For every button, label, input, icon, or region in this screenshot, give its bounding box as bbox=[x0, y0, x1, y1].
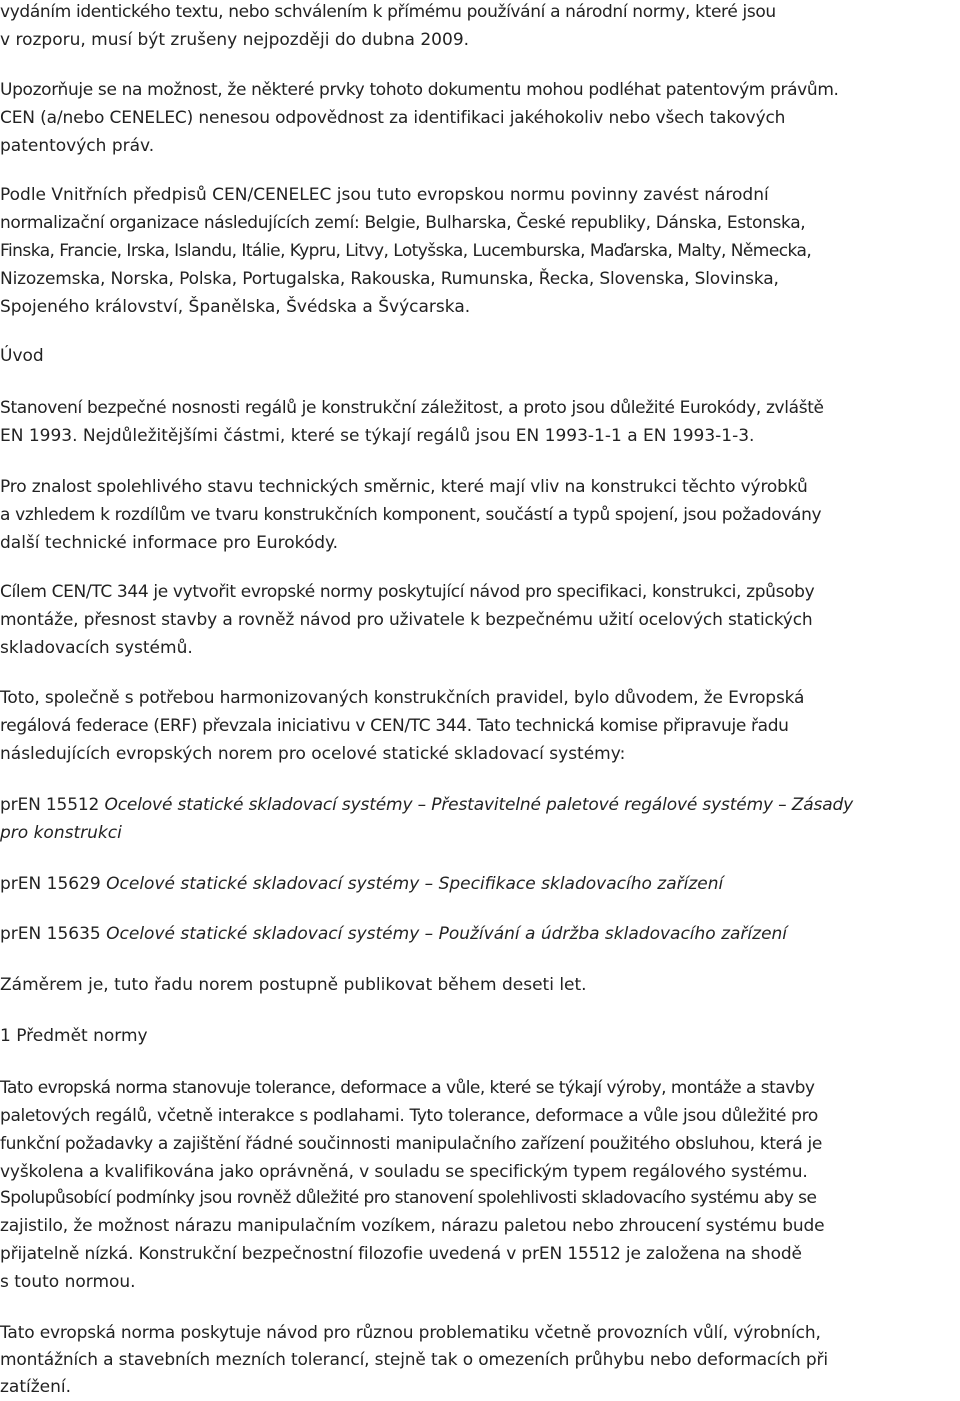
text-line: regálová federace (ERF) převzala iniciativu v CEN/TC 344. Tato technická komise připravuje řadu bbox=[0, 716, 789, 736]
text-line: EN 1993. Nejdůležitějšími částmi, které se týkají regálů jsou EN 1993-1-1 a EN 1993-1-3. bbox=[0, 426, 755, 446]
text-line: normalizační organizace následujících zemí: Belgie, Bulharska, České republiky, Dánska, Estonska, bbox=[0, 213, 806, 233]
standard-code: prEN 15629 bbox=[0, 874, 101, 894]
text-line: Finska, Francie, Irska, Islandu, Itálie, Kypru, Litvy, Lotyšska, Lucemburska, Maďarska, Malty, Německa, bbox=[0, 241, 812, 261]
text-line: patentových práv. bbox=[0, 136, 155, 156]
text-line: Toto, společně s potřebou harmonizovaných konstrukčních pravidel, bylo důvodem, že Evropská bbox=[0, 688, 805, 708]
text-line: Cílem CEN/TC 344 je vytvořit evropské normy poskytující návod pro specifikaci, konstrukci, způsoby bbox=[0, 582, 815, 602]
text-line: vydáním identického textu, nebo schválením k přímému používání a národní normy, které jsou bbox=[0, 2, 776, 22]
text-line: CEN (a/nebo CENELEC) nenesou odpovědnost za identifikaci jakéhokoliv nebo všech takových bbox=[0, 108, 786, 128]
text-line bbox=[0, 791, 853, 819]
text-line: skladovacích systémů. bbox=[0, 638, 193, 658]
standard-code: prEN 15635 bbox=[0, 924, 101, 944]
text-line: v rozporu, musí být zrušeny nejpozději do dubna 2009. bbox=[0, 30, 470, 50]
text-line: a vzhledem k rozdílům ve tvaru konstrukčních komponent, součástí a typů spojení, jsou požadovány bbox=[0, 505, 822, 525]
standard-title: Ocelové statické skladovací systémy – Používání a údržba skladovacího zařízení bbox=[106, 924, 788, 944]
text-line: následujících evropských norem pro ocelové statické skladovací systémy: bbox=[0, 744, 626, 764]
text-line: montážních a stavebních mezních tolerancí, stejně tak o omezeních průhybu nebo deformacích při bbox=[0, 1350, 828, 1370]
standard-title-continued: pro konstrukci bbox=[0, 823, 122, 843]
text-line: zajistilo, že možnost nárazu manipulačním vozíkem, nárazu paletou nebo zhroucení systému bude bbox=[0, 1216, 825, 1236]
paragraph-publication-intent: Záměrem je, tuto řadu norem postupně publikovat během deseti let. bbox=[0, 975, 587, 995]
text-line: vyškolena a kvalifikována jako oprávněná, v souladu se specifickým typem regálového systému. bbox=[0, 1162, 808, 1182]
text-line: další technické informace pro Eurokódy. bbox=[0, 533, 339, 553]
text-line: paletových regálů, včetně interakce s podlahami. Tyto tolerance, deformace a vůle jsou důležité pro bbox=[0, 1106, 818, 1126]
text-line: zatížení. bbox=[0, 1377, 72, 1397]
text-line: Tato evropská norma poskytuje návod pro různou problematiku včetně provozních vůlí, výrobních, bbox=[0, 1323, 821, 1343]
text-line: montáže, přesnost stavby a rovněž návod pro uživatele k bezpečnému užití ocelových statických bbox=[0, 610, 813, 630]
text-line: Stanovení bezpečné nosnosti regálů je konstrukční záležitost, a proto jsou důležité Eurokódy, zvláště bbox=[0, 398, 824, 418]
text-line: funkční požadavky a zajištění řádné součinnosti manipulačního zařízení použitého obsluhou, která je bbox=[0, 1134, 823, 1154]
text-line: Pro znalost spolehlivého stavu technických směrnic, které mají vliv na konstrukci těchto výrobků bbox=[0, 477, 808, 497]
text-line bbox=[0, 870, 723, 898]
text-line: Upozorňuje se na možnost, že některé prvky tohoto dokumentu mohou podléhat patentovým právům. bbox=[0, 80, 839, 100]
text-line: Nizozemska, Norska, Polska, Portugalska, Rakouska, Rumunska, Řecka, Slovenska, Slovinska, bbox=[0, 269, 779, 289]
standard-title: Ocelové statické skladovací systémy – Přestavitelné paletové regálové systémy – Zásady bbox=[104, 795, 854, 815]
text-line: Spojeného království, Španělska, Švédska a Švýcarska. bbox=[0, 297, 471, 317]
text-line: přijatelně nízká. Konstrukční bezpečnostní filozofie uvedená v prEN 15512 je založena na shodě bbox=[0, 1244, 802, 1264]
standard-title: Ocelové statické skladovací systémy – Specifikace skladovacího zařízení bbox=[106, 874, 724, 894]
heading-introduction: Úvod bbox=[0, 346, 44, 366]
text-line: Podle Vnitřních předpisů CEN/CENELEC jsou tuto evropskou normu povinny zavést národní bbox=[0, 185, 769, 205]
text-line: s touto normou. bbox=[0, 1272, 136, 1292]
text-line: Spolupůsobící podmínky jsou rovněž důležité pro stanovení spolehlivosti skladovacího systému aby se bbox=[0, 1188, 817, 1208]
text-line: Tato evropská norma stanovuje tolerance, deformace a vůle, které se týkají výroby, montáže a stavby bbox=[0, 1078, 815, 1098]
text-line bbox=[0, 920, 787, 948]
standard-code: prEN 15512 bbox=[0, 795, 100, 815]
heading-scope: 1 Předmět normy bbox=[0, 1026, 148, 1046]
